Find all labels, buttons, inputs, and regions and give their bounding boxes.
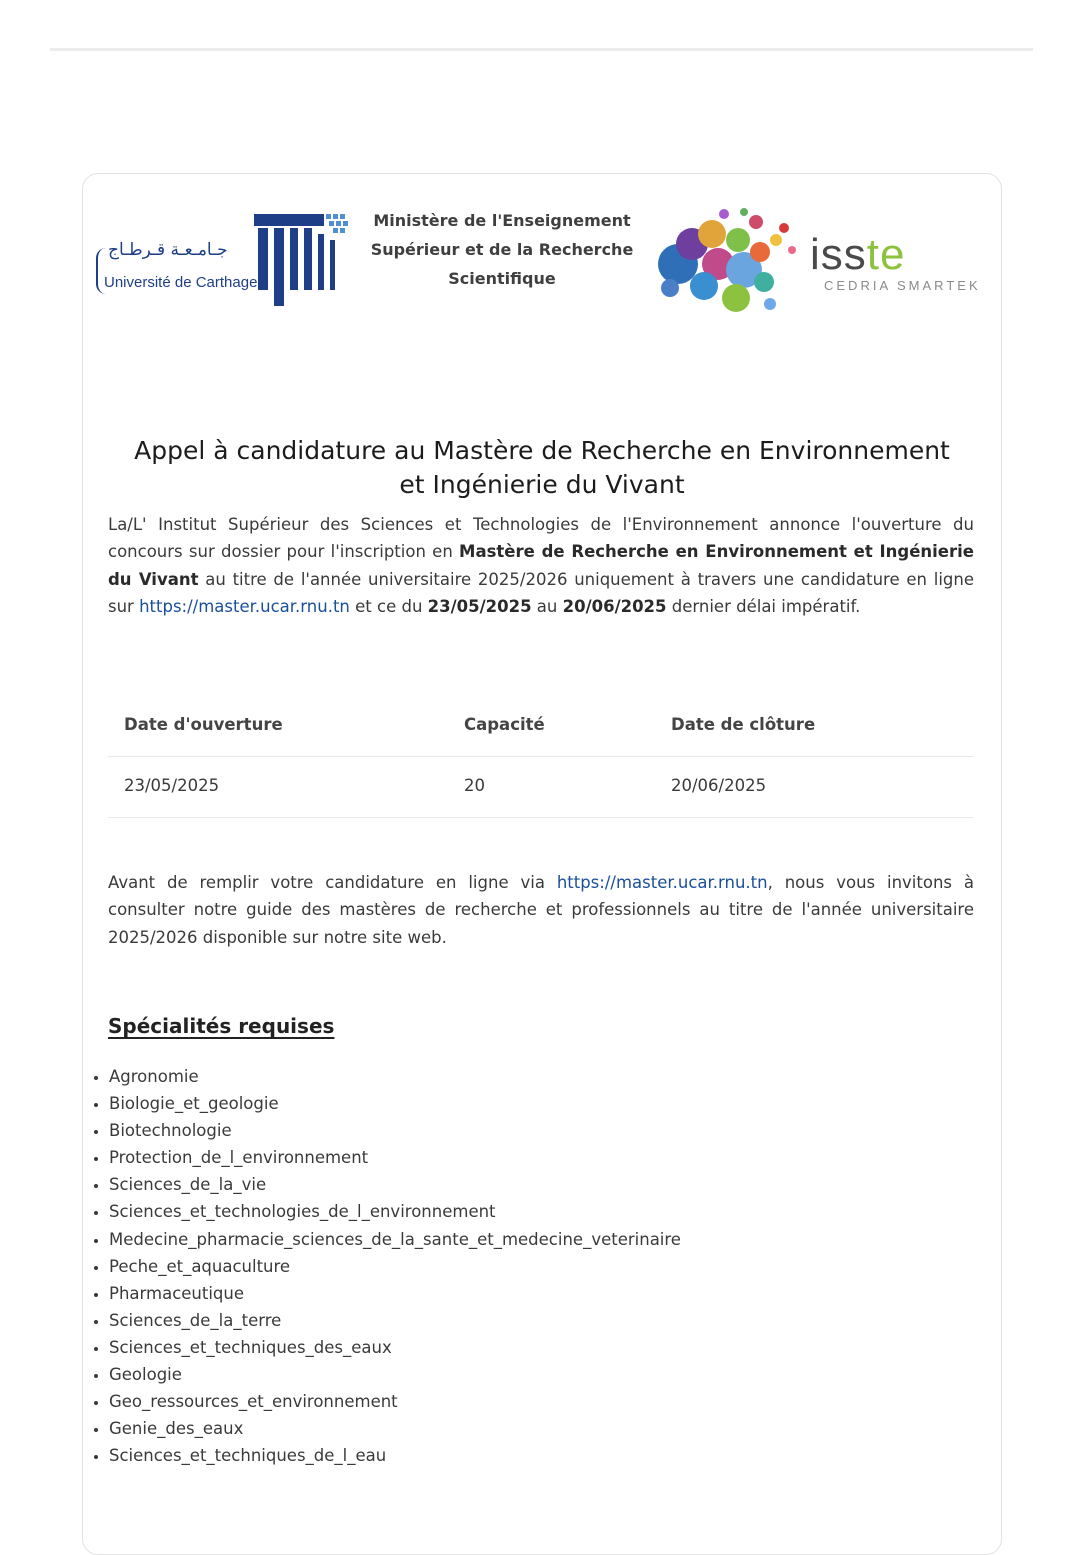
- wordmark-main: iss: [810, 230, 867, 279]
- list-item: • Sciences_et_techniques_des_eaux: [109, 1334, 681, 1361]
- columns-emblem-icon: [254, 214, 350, 306]
- end-date: 20/06/2025: [562, 596, 667, 616]
- dates-table: [108, 696, 974, 818]
- guide-text: Avant de remplir votre candidature en ligne via: [108, 873, 557, 892]
- ministry-line: Supérieur et de la Recherche: [370, 240, 634, 259]
- list-item: • Peche_et_aquaculture: [109, 1253, 681, 1280]
- list-item: • Geo_ressources_et_environnement: [109, 1388, 681, 1415]
- capacity-cell: 20: [464, 776, 485, 795]
- header-opening-date: Date d'ouverture: [124, 715, 283, 734]
- list-item: • Sciences_et_technologies_de_l_environnement: [109, 1198, 681, 1225]
- list-item: • Medecine_pharmacie_sciences_de_la_sante_et_medecine_veterinaire: [109, 1226, 681, 1253]
- title-line: et Ingénierie du Vivant: [399, 470, 685, 499]
- guide-paragraph: [108, 869, 974, 951]
- university-logo: [94, 212, 352, 308]
- page-title: [108, 434, 976, 502]
- wordmark-accent: te: [866, 230, 906, 279]
- list-item: • Biologie_et_geologie: [109, 1090, 681, 1117]
- application-link[interactable]: https://master.ucar.rnu.tn: [139, 596, 350, 616]
- intro-text: et ce du: [349, 596, 428, 616]
- title-line: Appel à candidature au Mastère de Recherche en Environnement: [134, 436, 950, 465]
- brain-bubbles-icon: [652, 200, 812, 320]
- intro-text: au: [531, 596, 563, 616]
- list-item: • Pharmaceutique: [109, 1280, 681, 1307]
- list-item: • Geologie: [109, 1361, 681, 1388]
- start-date: 23/05/2025: [427, 596, 532, 616]
- ministry-line: Ministère de l'Enseignement: [373, 211, 631, 230]
- table-row: [108, 757, 974, 818]
- list-item: • Sciences_de_la_vie: [109, 1171, 681, 1198]
- specialties-title: Spécialités requises: [108, 1014, 335, 1038]
- closing-date-cell: 20/06/2025: [671, 776, 767, 795]
- university-name-arabic: جـامـعـة قـرطـاج: [108, 240, 228, 260]
- list-item: • Sciences_et_techniques_de_l_eau: [109, 1442, 681, 1469]
- list-item: • Protection_de_l_environnement: [109, 1144, 681, 1171]
- specialties-list: [88, 1063, 681, 1469]
- university-name-french: Université de Carthage: [104, 274, 258, 291]
- ministry-name: [356, 206, 648, 293]
- institute-tagline: CEDRIA SMARTEK: [824, 278, 981, 293]
- list-item: • Agronomie: [109, 1063, 681, 1090]
- guide-link[interactable]: https://master.ucar.rnu.tn: [556, 873, 768, 892]
- intro-text: dernier délai impératif.: [666, 596, 861, 616]
- header-capacity: Capacité: [464, 715, 545, 734]
- list-item: • Biotechnologie: [109, 1117, 681, 1144]
- intro-paragraph: [108, 511, 974, 620]
- top-divider: [50, 48, 1033, 51]
- guide-text: , nous vous invitons à consulter notre guide des mastères de recherche et professionnels au titre de l'année universitaire 2025/2026 disponible sur notre site web.: [108, 873, 974, 947]
- list-item: • Genie_des_eaux: [109, 1415, 681, 1442]
- table-header-row: [108, 696, 974, 757]
- institute-wordmark: [810, 230, 905, 280]
- opening-date-cell: 23/05/2025: [124, 776, 220, 795]
- intro-text: au titre de l'année universitaire 2025/2026 uniquement à travers une candidature en ligne sur: [108, 569, 974, 616]
- institute-logo: [652, 200, 992, 320]
- ministry-line: Scientifique: [448, 269, 556, 288]
- intro-text: La/L' Institut Supérieur des Sciences et Technologies de l'Environnement annonce l'ouverture du concours sur dossier pour l'inscription en: [108, 515, 974, 562]
- header-closing-date: Date de clôture: [671, 715, 816, 734]
- list-item: • Sciences_de_la_terre: [109, 1307, 681, 1334]
- program-name: Mastère de Recherche en Environnement et Ingénierie du Vivant: [108, 542, 974, 589]
